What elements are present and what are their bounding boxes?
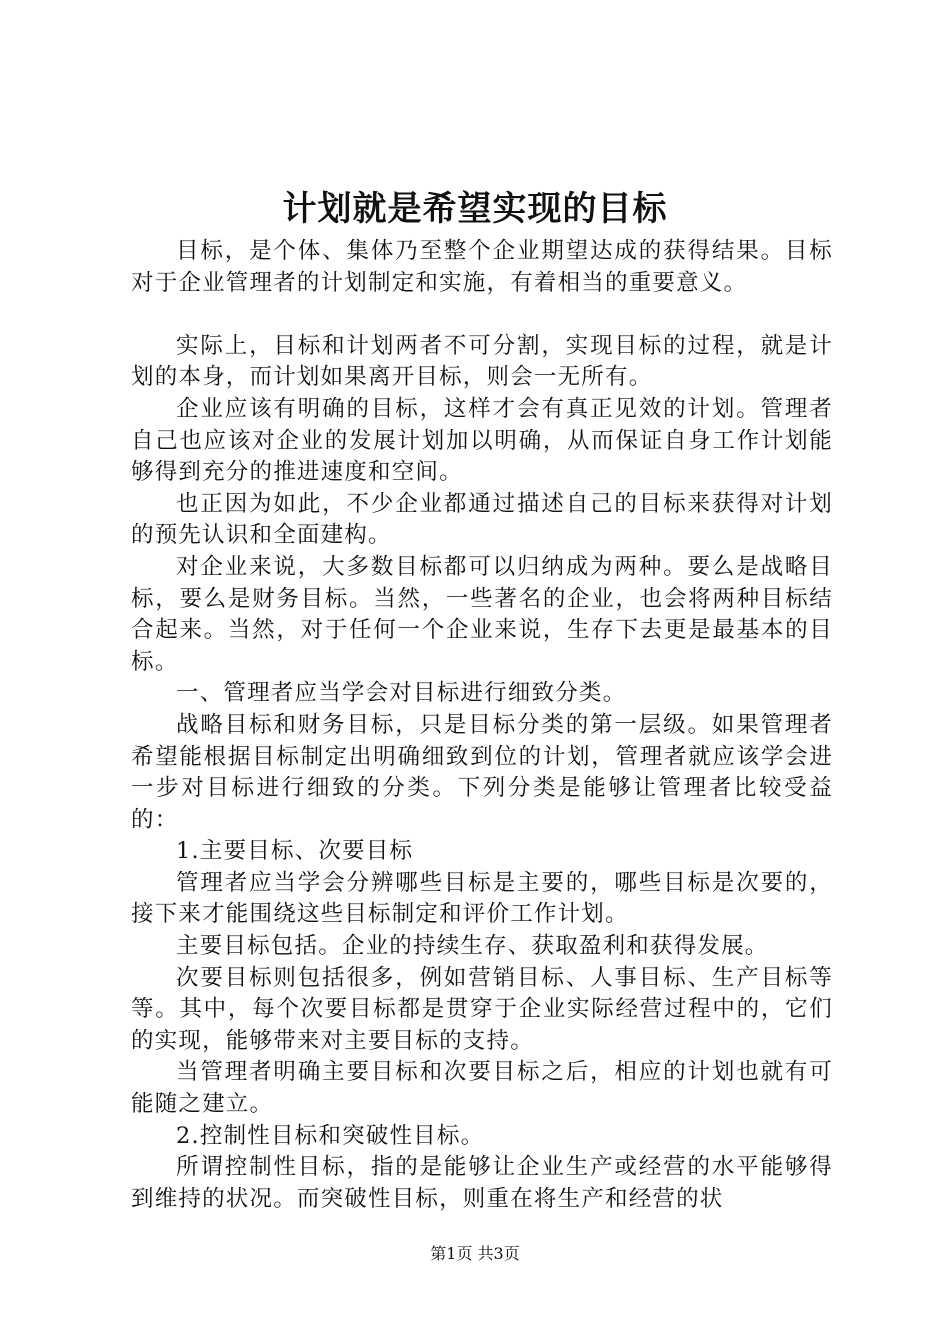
paragraph: 对企业来说，大多数目标都可以归纳成为两种。要么是战略目标，要么是财务目标。当然，一些著名的企业，也会将两种目标结合起来。当然，对于任何一个企业来说，生存下去更是最基本的目标。 — [131, 553, 833, 675]
section-heading: 一、管理者应当学会对目标进行细致分类。 — [176, 680, 627, 707]
paragraph: 目标，是个体、集体乃至整个企业期望达成的获得结果。目标对于企业管理者的计划制定和实施，有着相当的重要意义。 — [131, 238, 833, 296]
page-footer: 第1页 共3页 — [430, 1244, 520, 1263]
paragraph: 所谓控制性目标，指的是能够让企业生产或经营的水平能够得到维持的状况。而突破性目标，则重在将生产和经营的状 — [131, 1154, 833, 1212]
subsection-heading: 1.主要目标、次要目标 — [176, 838, 414, 865]
subsection-heading: 2.控制性目标和突破性目标。 — [176, 1122, 485, 1149]
paragraph: 也正因为如此，不少企业都通过描述自己的目标来获得对计划的预先认识和全面建构。 — [131, 490, 833, 549]
paragraph: 企业应该有明确的目标，这样才会有真正见效的计划。管理者自己也应该对企业的发展计划加以明确，从而保证自身工作计划能够得到充分的推进速度和空间。 — [131, 395, 833, 486]
paragraph: 管理者应当学会分辨哪些目标是主要的，哪些目标是次要的，接下来才能围绕这些目标制定和评价工作计划。 — [131, 869, 833, 928]
document-title: 计划就是希望实现的目标 — [282, 189, 668, 229]
paragraph: 次要目标则包括很多，例如营销目标、人事目标、生产目标等等。其中，每个次要目标都是贯穿于企业实际经营过程中的，它们的实现，能够带来对主要目标的支持。 — [131, 964, 833, 1054]
paragraph: 实际上，目标和计划两者不可分割，实现目标的过程，就是计划的本身，而计划如果离开目标，则会一无所有。 — [131, 332, 833, 391]
document-body — [131, 236, 833, 1215]
paragraph: 当管理者明确主要目标和次要目标之后，相应的计划也就有可能随之建立。 — [131, 1059, 833, 1118]
paragraph: 主要目标包括。企业的持续生存、获取盈利和获得发展。 — [176, 933, 769, 960]
paragraph: 战略目标和财务目标，只是目标分类的第一层级。如果管理者希望能根据目标制定出明确细致到位的计划，管理者就应该学会进一步对目标进行细致的分类。下列分类是能够让管理者比较受益的： — [131, 711, 833, 833]
